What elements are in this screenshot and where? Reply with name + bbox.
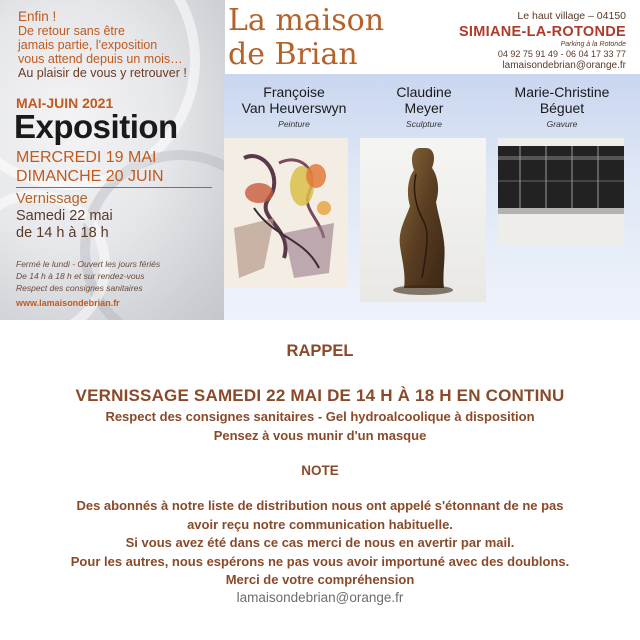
address-block	[459, 10, 626, 71]
vernissage-announcement: VERNISSAGE SAMEDI 22 MAI DE 14 H À 18 H EN CONTINU	[75, 386, 565, 405]
intro-line: vous attend depuis un mois…	[18, 52, 183, 66]
brand-logo	[228, 4, 384, 72]
artist-last-name: Van Heuverswyn	[241, 100, 347, 116]
engraving-image	[498, 138, 624, 246]
vernissage-hours: de 14 h à 18 h	[16, 225, 109, 241]
opening-info	[16, 258, 160, 294]
period-label: MAI-JUIN 2021	[16, 95, 114, 111]
exposition-title: Exposition	[14, 108, 178, 145]
info-line: Respect des consignes sanitaires	[16, 283, 143, 293]
vernissage-date: Samedi 22 mai	[16, 208, 113, 224]
town: SIMIANE-LA-ROTONDE	[458, 24, 626, 40]
artist-first-name: Claudine	[396, 84, 452, 100]
brand-line: de Brian	[228, 37, 358, 72]
divider	[16, 187, 212, 188]
parking: Parking à la Rotonde	[560, 41, 626, 48]
end-date: DIMANCHE 20 JUIN	[16, 168, 164, 185]
artist-first-name: Françoise	[263, 84, 325, 100]
artist-role: Sculpture	[406, 119, 442, 129]
note-line: Si vous avez été dans ce cas merci de nous en avertir par mail.	[125, 535, 515, 550]
mask-notice: Pensez à vous munir d'un masque	[213, 428, 427, 443]
note-paragraph	[40, 497, 600, 590]
vernissage-block	[16, 191, 113, 242]
exhibition-dates	[16, 148, 164, 186]
intro-line: Enfin !	[18, 9, 57, 24]
info-line: De 14 h à 18 h et sur rendez-vous	[16, 271, 145, 281]
artist-last-name: Meyer	[404, 100, 444, 116]
intro-text	[18, 10, 223, 80]
intro-line: De retour sans être	[18, 24, 125, 38]
note-heading: NOTE	[301, 463, 339, 478]
artist-last-name: Béguet	[539, 100, 585, 116]
note-line: Merci de votre compréhension	[225, 572, 415, 587]
phones: 04 92 75 91 49 - 06 04 17 33 77	[497, 49, 626, 59]
artist-3	[492, 84, 632, 129]
rappel-heading: RAPPEL	[286, 342, 354, 360]
intro-line: Au plaisir de vous y retrouver !	[18, 66, 187, 80]
artist-role: Peinture	[278, 119, 310, 129]
note-line: Des abonnés à notre liste de distribution nous ont appelé s'étonnant de ne pas	[76, 498, 564, 513]
artist-role: Gravure	[546, 119, 578, 129]
intro-line: jamais partie, l'exposition	[18, 38, 158, 52]
brand-line: La maison	[228, 3, 385, 38]
start-date: MERCREDI 19 MAI	[16, 149, 157, 166]
artist-2	[362, 84, 486, 129]
address-email[interactable]: lamaisondebrian@orange.fr	[502, 60, 626, 71]
info-line: Fermé le lundi - Ouvert les jours fériés	[16, 259, 161, 269]
artist-1	[226, 84, 362, 129]
sanitary-notice: Respect des consignes sanitaires - Gel hydroalcoolique à disposition	[105, 409, 535, 424]
note-line: Pour les autres, nous espérons ne pas vous avoir importuné avec des doublons.	[70, 553, 570, 569]
artist-first-name: Marie-Christine	[514, 84, 610, 100]
vernissage-title: Vernissage	[16, 191, 88, 207]
street: Le haut village – 04150	[517, 10, 626, 22]
website-link[interactable]: www.lamaisondebrian.fr	[16, 298, 120, 308]
note-line: avoir reçu notre communication habituelle.	[187, 516, 453, 532]
painting-image	[224, 138, 348, 288]
sculpture-image	[360, 138, 486, 302]
contact-email[interactable]: lamaisondebrian@orange.fr	[236, 590, 404, 605]
